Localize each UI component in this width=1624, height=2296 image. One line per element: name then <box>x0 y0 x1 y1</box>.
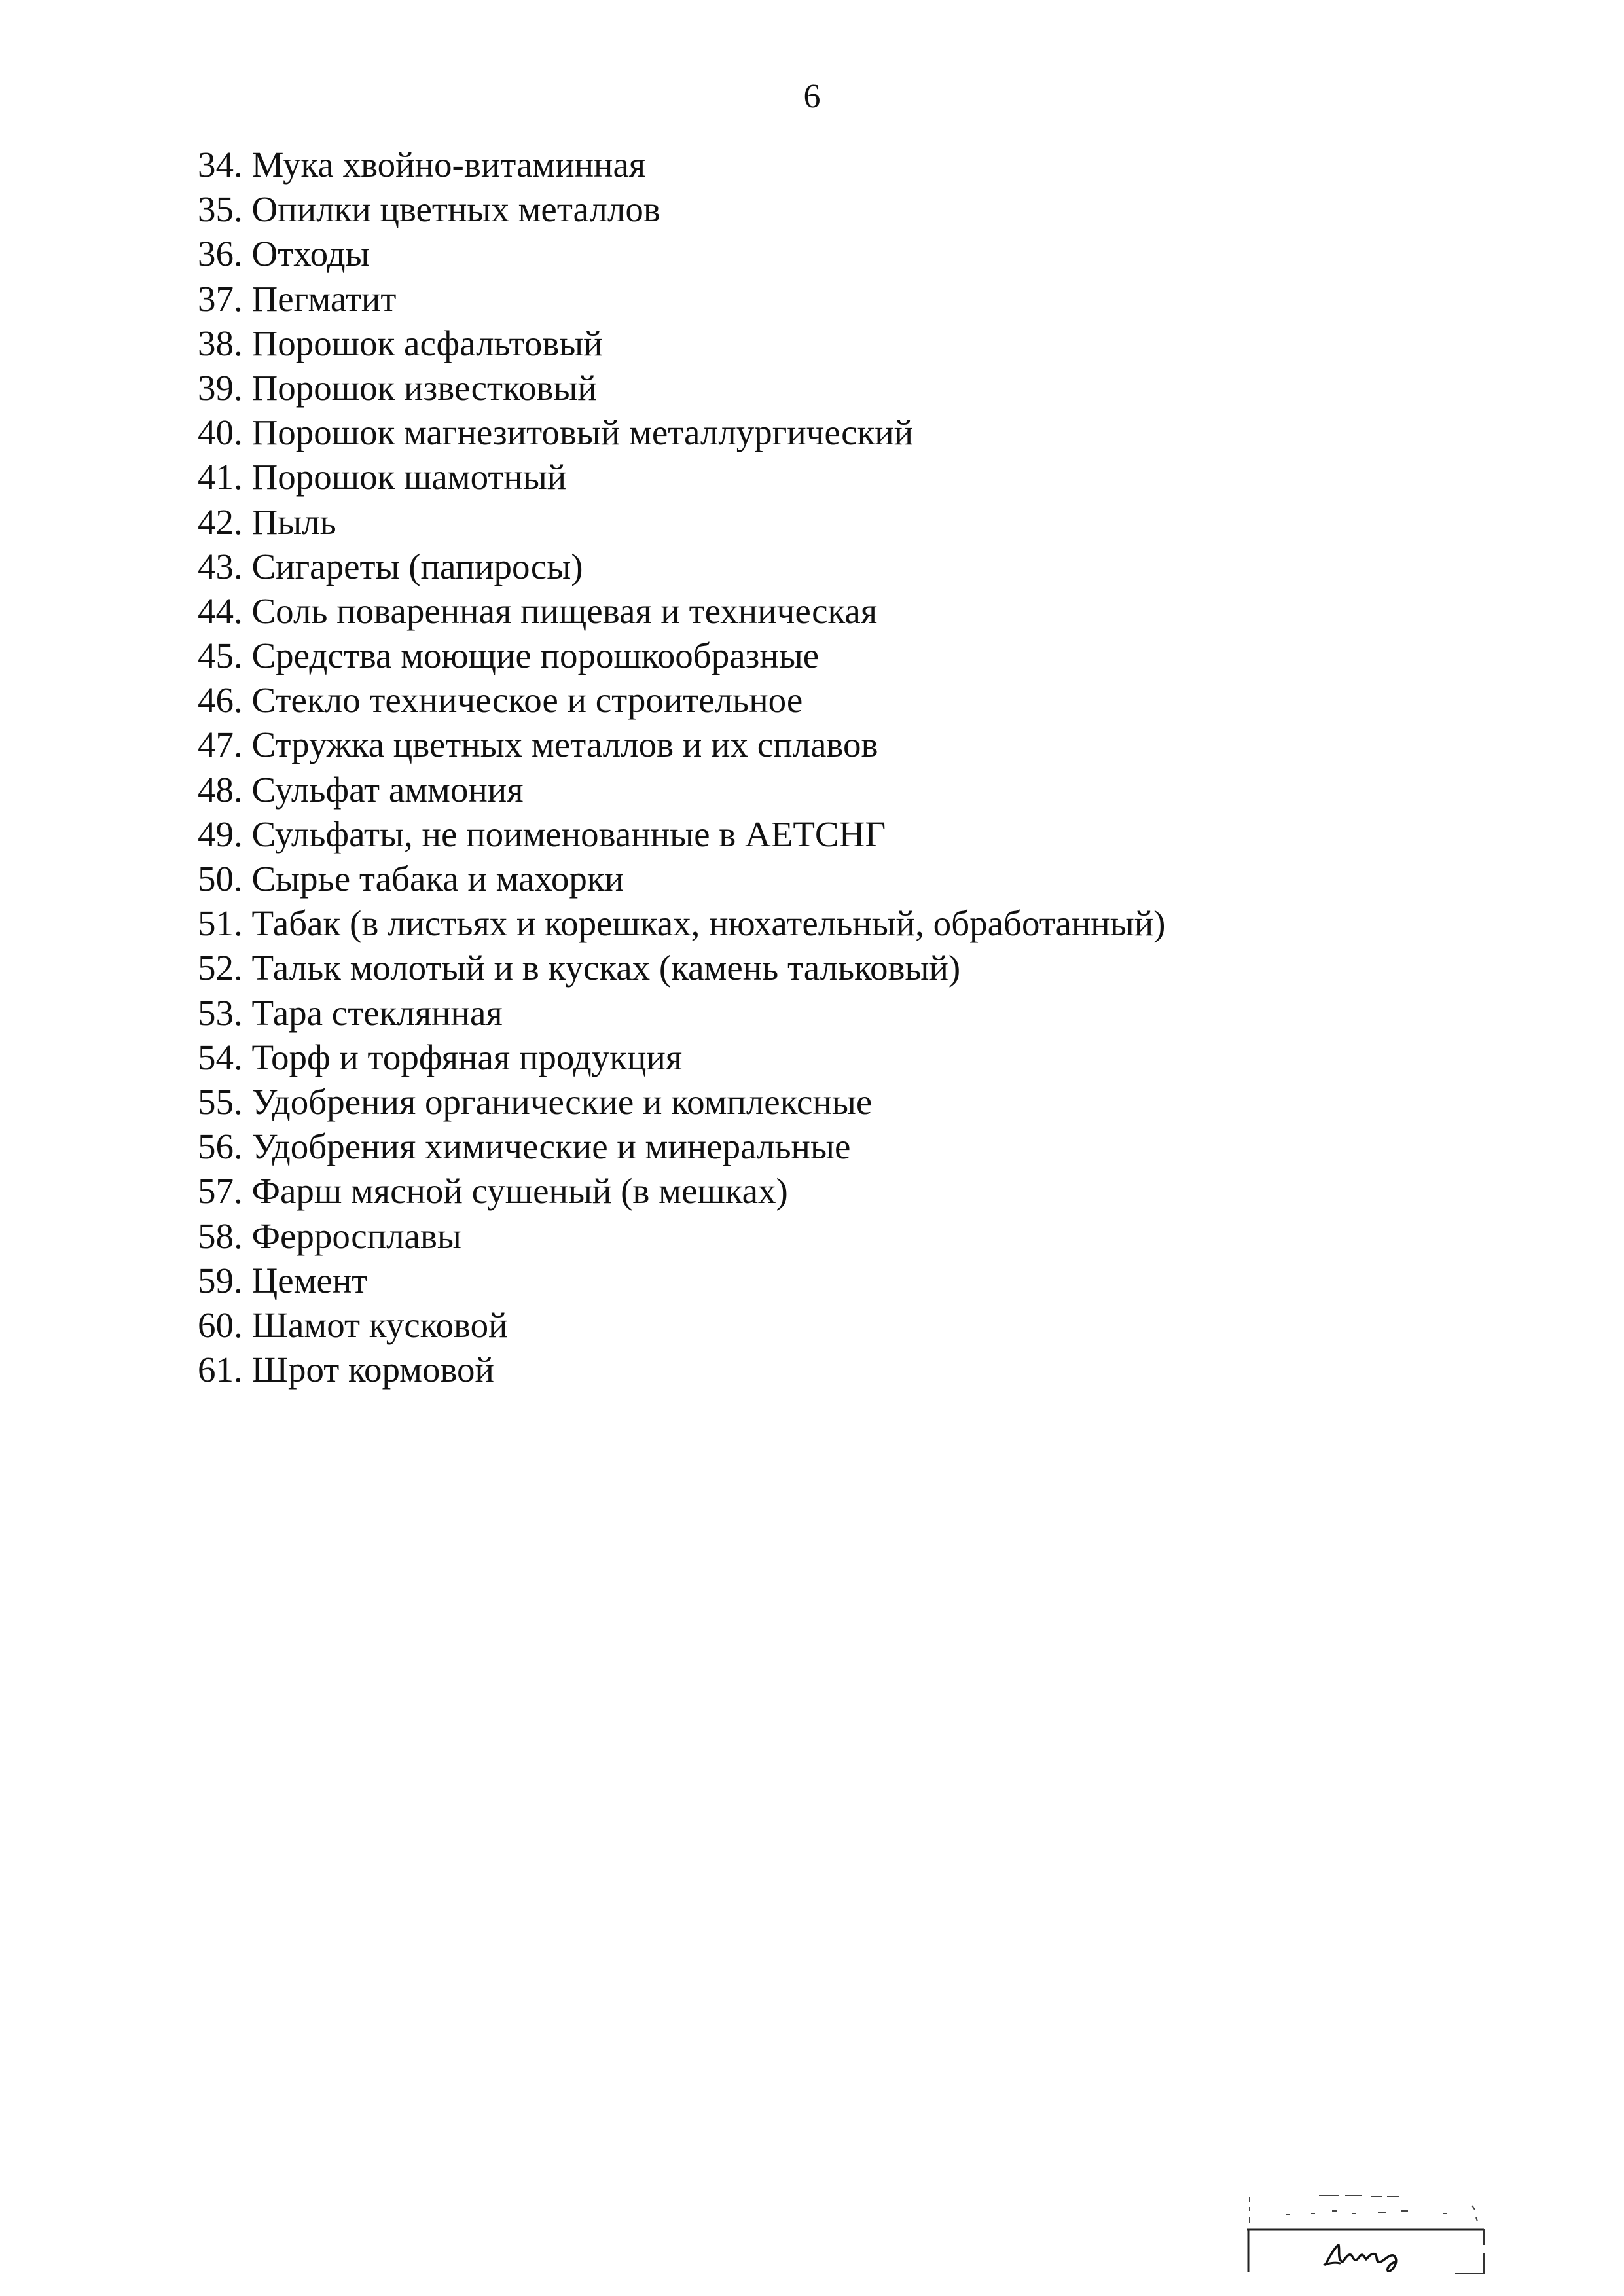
registration-stamp <box>1247 2191 1489 2276</box>
list-item: 50. Сырье табака и махорки <box>198 859 624 899</box>
list-item: 61. Шрот кормовой <box>198 1350 494 1390</box>
list-item: 59. Цемент <box>198 1260 368 1300</box>
list-item: 41. Порошок шамотный <box>198 457 567 497</box>
list-item: 45. Средства моющие порошкообразные <box>198 636 820 676</box>
list-item: 37. Пегматит <box>198 278 397 319</box>
list-item: 56. Удобрения химические и минеральные <box>198 1126 851 1167</box>
list-item: 54. Торф и торфяная продукция <box>198 1037 683 1077</box>
page-number: 6 <box>803 78 821 115</box>
list-item: 57. Фарш мясной сушеный (в мешках) <box>198 1171 788 1211</box>
list-item: 58. Ферросплавы <box>198 1215 461 1256</box>
list-item: 44. Соль поваренная пищевая и техническая <box>198 590 878 631</box>
list-item: 35. Опилки цветных металлов <box>198 189 660 230</box>
list-item: 52. Тальк молотый и в кусках (камень тальковый) <box>198 948 961 988</box>
list-item: 43. Сигареты (папиросы) <box>198 546 583 586</box>
list-item: 46. Стекло техническое и строительное <box>198 680 803 721</box>
list-item: 34. Мука хвойно-витаминная <box>198 145 646 185</box>
list-item: 47. Стружка цветных металлов и их сплавов <box>198 725 878 765</box>
list-item: 42. Пыль <box>198 501 336 542</box>
list-item: 53. Тара стеклянная <box>198 992 503 1033</box>
list-item: 49. Сульфаты, не поименованные в АЕТСНГ <box>198 814 886 854</box>
list-item: 55. Удобрения органические и комплексные <box>198 1081 873 1122</box>
list-item: 48. Сульфат аммония <box>198 769 524 810</box>
list-item: 60. Шамот кусковой <box>198 1304 508 1345</box>
list-item: 40. Порошок магнезитовый металлургический <box>198 412 914 453</box>
cargo-list <box>198 143 1165 1392</box>
list-item: 51. Табак (в листьях и корешках, нюхательный, обработанный) <box>198 903 1166 944</box>
list-item: 38. Порошок асфальтовый <box>198 323 603 363</box>
list-item: 39. Порошок известковый <box>198 367 597 408</box>
list-item: 36. Отходы <box>198 234 370 274</box>
